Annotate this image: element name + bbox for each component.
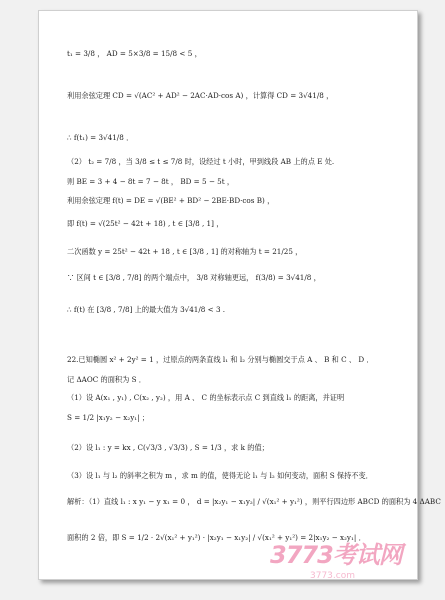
- text-line: 利用余弦定理 CD = √(AC² + AD² − 2AC·AD·cos A) ，计算得 CD = 3√41/8 ，: [67, 91, 334, 100]
- text-line: 即 f(t) = √(25t² − 42t + 18) , t ∈ [3/8 , 1] ，: [67, 219, 224, 228]
- text-line: （1）设 A(x₁ , y₁) , C(x₂ , y₂) ，用 A 、 C 的坐标表示点 C 到直线 l₁ 的距离，并证明: [67, 393, 345, 402]
- text-line: （2） t₂ = 7/8 ，当 3/8 ≤ t ≤ 7/8 时，设经过 t 小时，甲到线段 AB 上的点 E 处.: [67, 157, 335, 166]
- text-line: ∴ f(t) 在 [3/8 , 7/8] 上的最大值为 3√41/8 < 3 .: [67, 305, 226, 314]
- text-line: ∵ 区间 t ∈ [3/8 , 7/8] 的两个端点中， 3/8 对称轴更远， f(3/8) = 3√41/8 ，: [67, 273, 321, 282]
- text-line: S = 1/2 |x₁y₂ − x₂y₁| ；: [67, 413, 150, 422]
- solution-line: 解析：（1）直线 l₁ : x y₁ − y x₁ = 0 ， d = |x₂y₁ − x₁y₂| / √(x₁² + y₁²) ，则平行四边形 ABCD 的面积为 4 ΔABC: [67, 497, 441, 506]
- text-line: 则 BE = 3 + 4 − 8t = 7 − 8t ， BD = 5 − 5t ，: [67, 177, 235, 186]
- watermark-text: 3773考试网: [270, 541, 402, 569]
- text-line: ∴ f(t₁) = 3√41/8 ．: [67, 133, 134, 142]
- text-line: t₁ = 3/8 ， AD = 5×3/8 = 15/8 < 5 ，: [67, 49, 202, 58]
- solution-line: 面积的 2 倍，即 S = 1/2 · 2√(x₁² + y₁²) · |x₂y₁ − x₁y₂| / √(x₁² + y₁²) = 2|x₁y₂ − x₂y₁| ．: [67, 533, 366, 542]
- text-line: 记 ΔAOC 的面积为 S ．: [67, 375, 146, 384]
- text-line: （3）设 l₁ 与 l₂ 的斜率之积为 m ，求 m 的值，使得无论 l₁ 与 l₂ 如何变动，面积 S 保持不变．: [67, 471, 373, 480]
- problem-22-statement: 22.已知椭圆 x² + 2y² = 1 ，过原点的两条直线 l₁ 和 l₂ 分别与椭圆交于点 A 、 B 和 C 、 D ．: [67, 355, 374, 364]
- text-line: 利用余弦定理 f(t) = DE = √(BE² + BD² − 2BE·BD·cos B) ，: [67, 196, 275, 205]
- document-page: [38, 10, 441, 580]
- text-line: （2）设 l₁ : y = kx , C(√3/3 , √3/3) , S = 1/3 ，求 k 的值；: [67, 443, 269, 452]
- watermark-url: 3773.com: [310, 571, 355, 581]
- watermark-logo: [270, 535, 440, 595]
- text-line: 二次函数 y = 25t² − 42t + 18 , t ∈ [3/8 , 1] 的对称轴为 t = 21/25 ，: [67, 247, 303, 256]
